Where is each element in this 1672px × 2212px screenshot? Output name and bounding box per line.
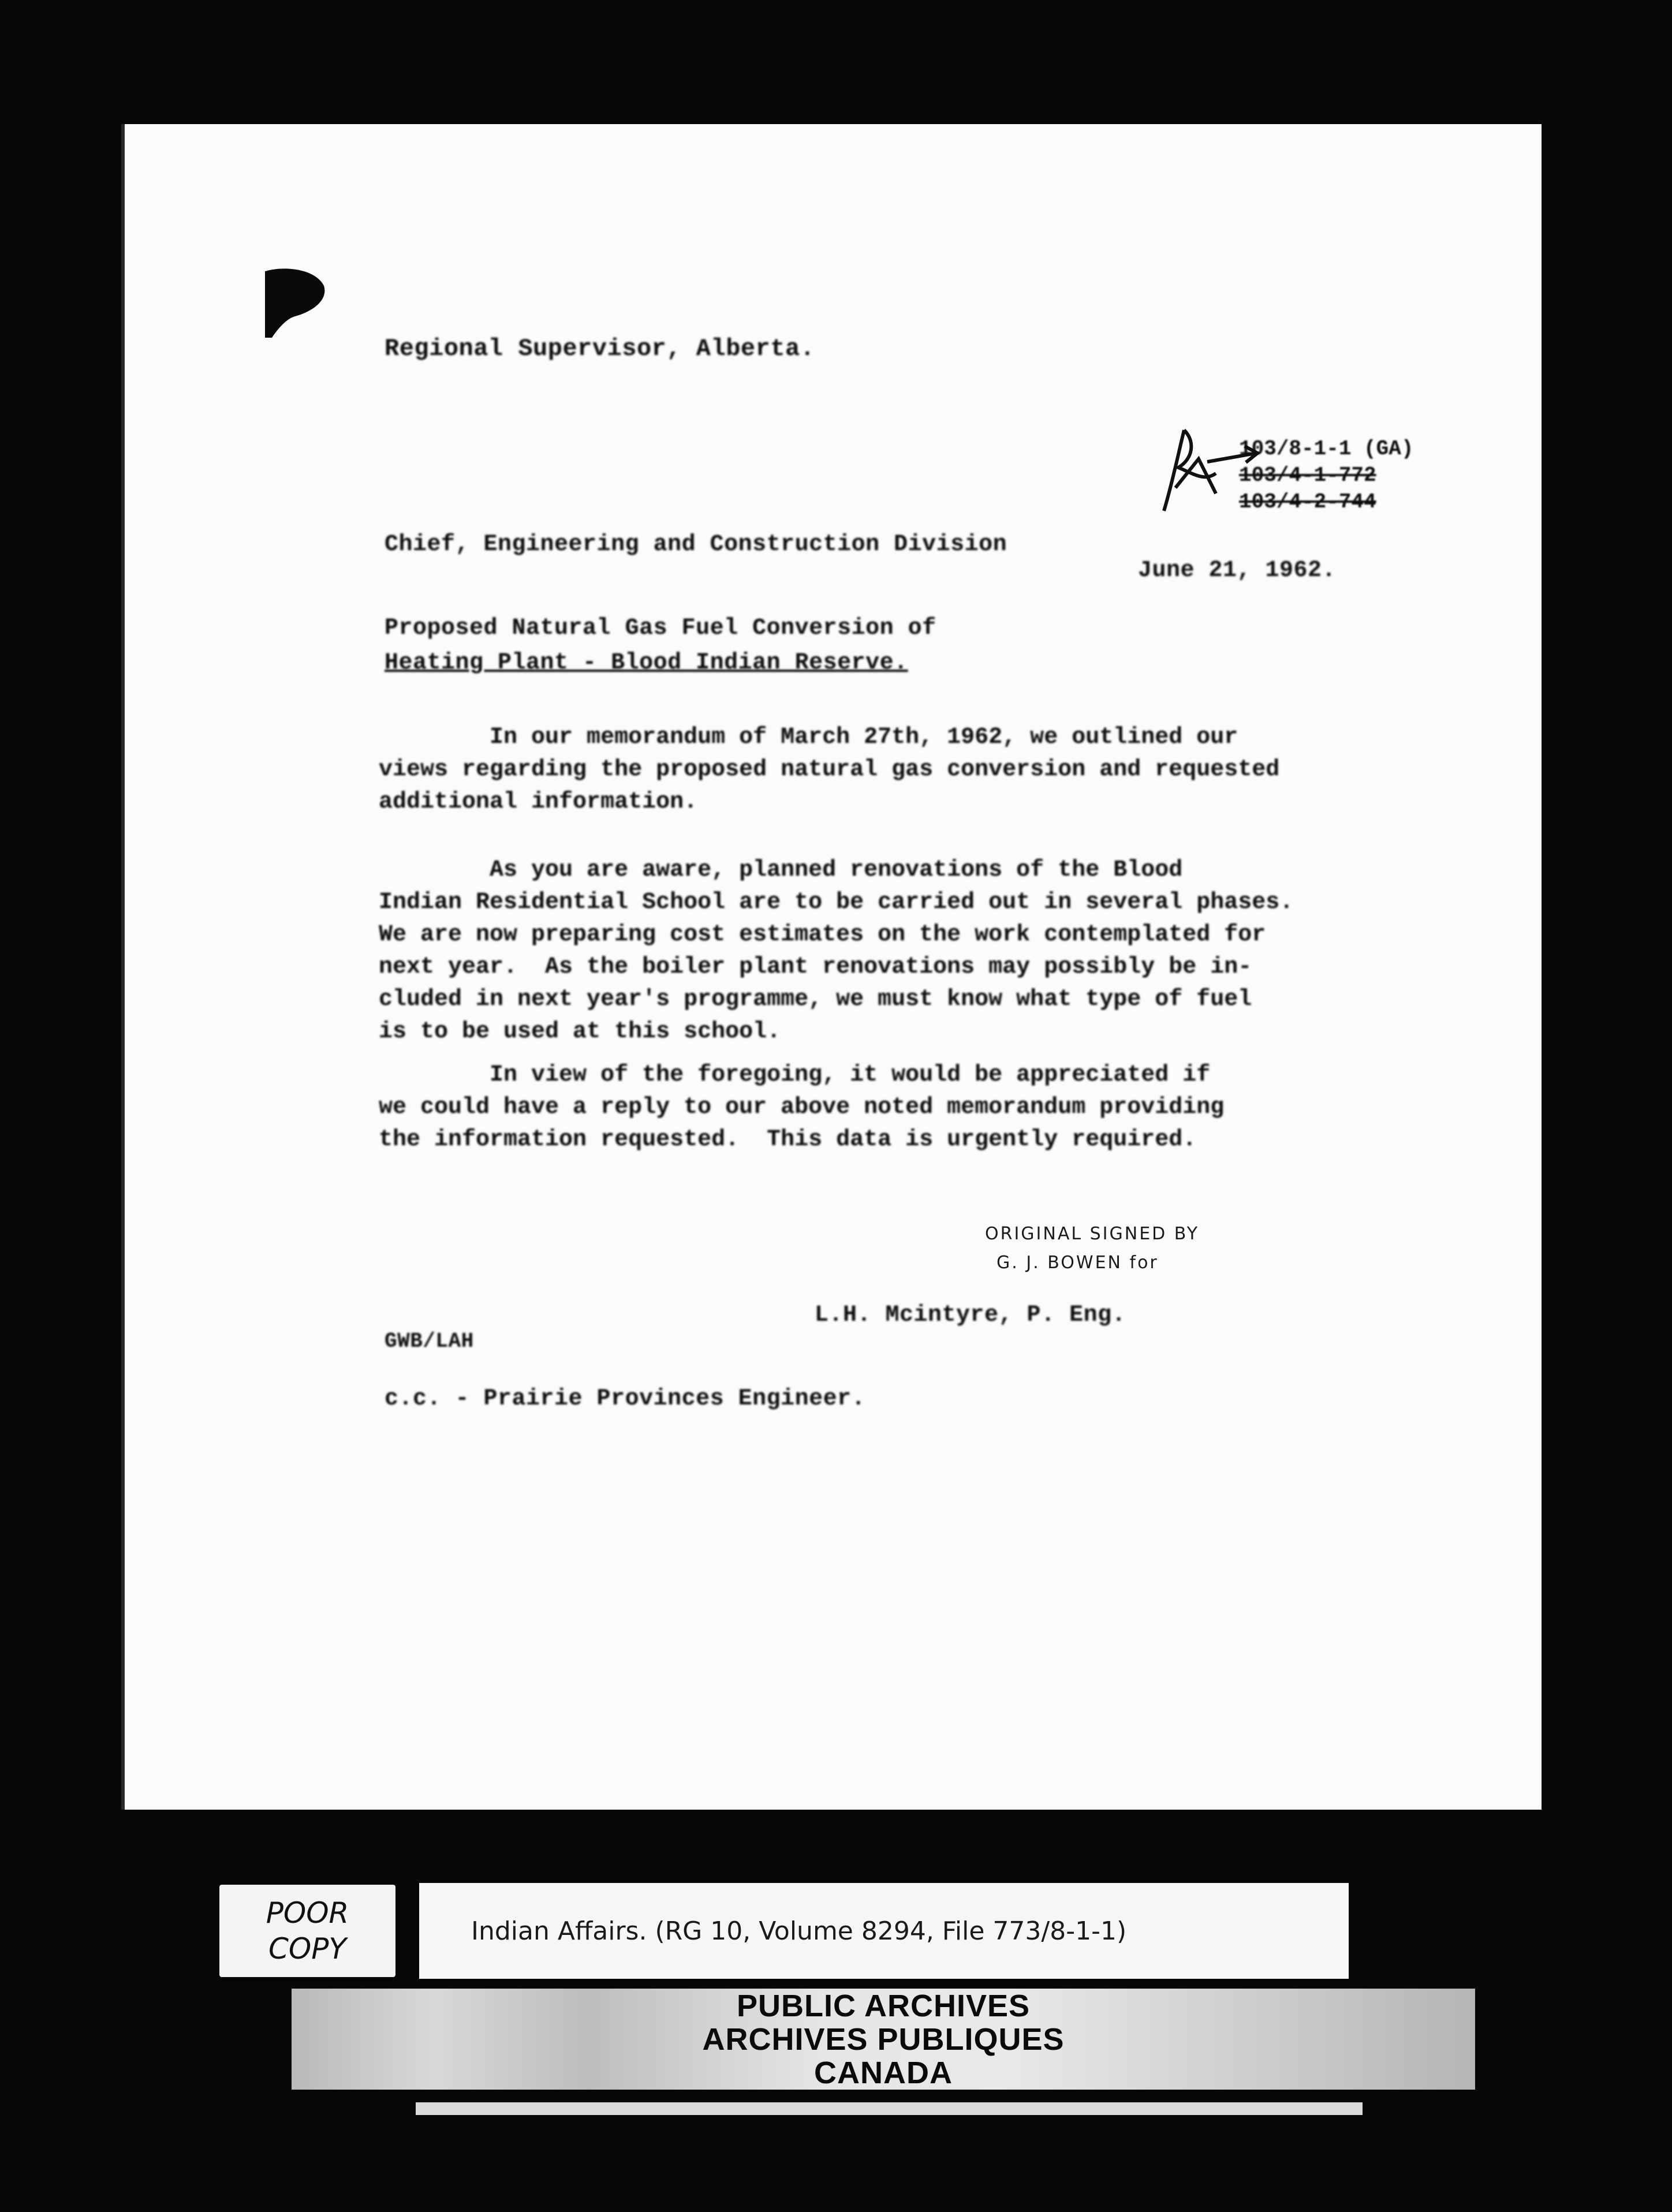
paragraph-2 — [379, 854, 1293, 1048]
archive-line-2: ARCHIVES PUBLIQUES — [702, 2022, 1065, 2057]
paragraph-3-line: In view of the foregoing, it would be appreciated if — [379, 1062, 1211, 1088]
sender: Chief, Engineering and Construction Division — [385, 532, 1007, 558]
paragraph-3-line: we could have a reply to our above noted memorandum providing — [379, 1094, 1225, 1120]
archive-line-3: CANADA — [814, 2055, 953, 2090]
paragraph-2-line: Indian Residential School are to be carried out in several phases. — [379, 890, 1294, 916]
paragraph-1-line: additional information. — [379, 789, 698, 815]
bottom-divider — [416, 2102, 1363, 2115]
paragraph-3 — [379, 1059, 1224, 1156]
typist-initials: GWB/LAH — [385, 1329, 474, 1353]
archive-reference-label — [419, 1883, 1349, 1979]
paragraph-2-line: is to be used at this school. — [379, 1019, 781, 1045]
subject-line-2: Heating Plant - Blood Indian Reserve. — [385, 650, 908, 676]
paragraph-1-line: In our memorandum of March 27th, 1962, we outlined our — [379, 724, 1238, 750]
signatory: L.H. Mcintyre, P. Eng. — [815, 1302, 1126, 1328]
carbon-copy: c.c. - Prairie Provinces Engineer. — [385, 1386, 866, 1412]
signature-stamp-line-1: ORIGINAL SIGNED BY — [985, 1224, 1200, 1244]
file-references — [1239, 436, 1430, 515]
paragraph-2-line: next year. As the boiler plant renovations may possibly be in- — [379, 954, 1252, 980]
document-page — [121, 124, 1542, 1810]
archive-banner — [292, 1989, 1475, 2090]
file-ref-struck-2: 103/4-2-744 — [1239, 490, 1376, 514]
poor-copy-line-1: POOR — [266, 1896, 349, 1930]
paragraph-2-line: As you are aware, planned renovations of the Blood — [379, 857, 1183, 883]
ink-blot-icon — [260, 266, 330, 341]
addressee: Regional Supervisor, Alberta. — [385, 335, 815, 363]
paragraph-1 — [379, 722, 1279, 819]
paragraph-2-line: cluded in next year's programme, we must know what type of fuel — [379, 987, 1252, 1012]
file-ref-struck-1: 103/4-1-772 — [1239, 464, 1376, 487]
archive-reference-text: Indian Affairs. (RG 10, Volume 8294, File 773/8-1-1) — [471, 1916, 1127, 1946]
paragraph-2-line: We are now preparing cost estimates on the work contemplated for — [379, 922, 1266, 948]
letter-date: June 21, 1962. — [1138, 558, 1337, 584]
poor-copy-label — [219, 1885, 395, 1977]
paragraph-3-line: the information requested. This data is urgently required. — [379, 1127, 1197, 1153]
poor-copy-line-2: COPY — [268, 1932, 346, 1966]
paragraph-1-line: views regarding the proposed natural gas conversion and requested — [379, 757, 1280, 783]
signature-stamp-line-2: G. J. BOWEN for — [997, 1253, 1159, 1273]
archive-line-1: PUBLIC ARCHIVES — [736, 1988, 1031, 2023]
subject-line-1: Proposed Natural Gas Fuel Conversion of — [385, 615, 936, 641]
file-ref-primary: 103/8-1-1 (GA) — [1239, 437, 1414, 461]
